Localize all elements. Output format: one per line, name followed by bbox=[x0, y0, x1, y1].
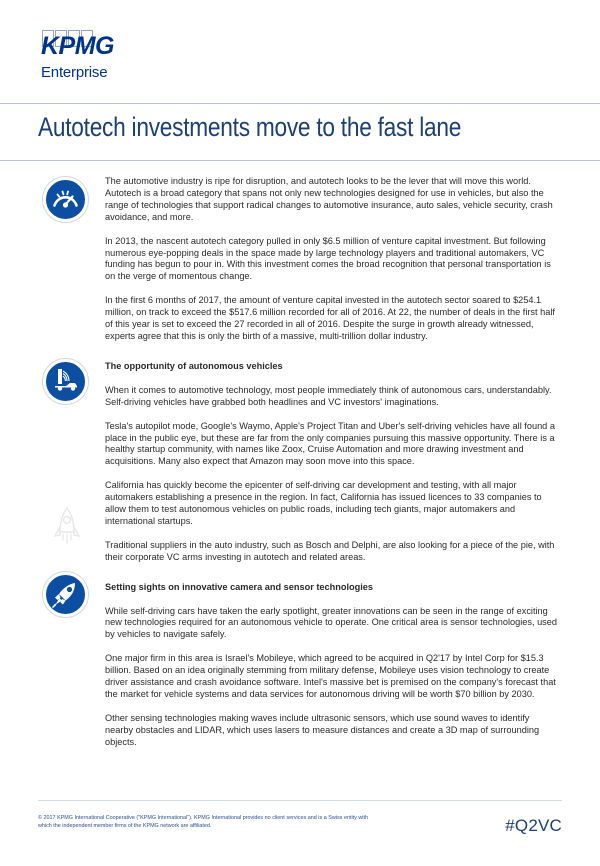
footer-legal-text: © 2017 KPMG International Cooperative ("KPMG International"). KPMG International provides no client services and is a Swiss entity with which the independent member firms of the KPMG network are affiliated. bbox=[38, 815, 368, 830]
paragraph: California has quickly become the epicenter of self-driving car development and testing, with all major automakers establishing a presence in the region. In fact, California has issued licences to 33 companies to allow them to test autonomous vehicles on public roads, including tech giants, major automakers and international startups. bbox=[105, 480, 542, 526]
page-title: Autotech investments move to the fast lane bbox=[38, 112, 462, 142]
rocket-icon bbox=[44, 573, 87, 616]
article-body bbox=[105, 176, 557, 761]
paragraph: Tesla's autopilot mode, Google's Waymo, Apple's Project Titan and Uber's self-driving vehicles have all found a place in the public eye, but these are far from the only companies pursuing this massive opportunity. There is a healthy startup community, with names like Zoox, Cruise Automation and more drawing investment and acquisitions. Many also expect that Amazon may soon move into this space. bbox=[105, 420, 555, 467]
section-heading-camera-sensor: Setting sights on innovative camera and sensor technologies bbox=[105, 581, 374, 592]
paragraph: In the first 6 months of 2017, the amount of venture capital invested in the autotech sector soared to $254.1 million, on track to exceed the $517.6 million recorded for all of 2016. At 22, the number of deals in the first half of this year is set to exceed the 27 recorded in all of 2016. Despite the surge in growth already witnessed, experts agree that this is only the birth of a massive, multi-trillion dollar industry. bbox=[105, 295, 555, 341]
paragraph: When it comes to automotive technology, most people immediately think of autonomous cars, understandably. Self-driving vehicles have grabbed both headlines and VC investors' imaginations. bbox=[105, 384, 552, 407]
paragraph: The automotive industry is ripe for disruption, and autotech looks to be the lever that will move this world. Autotech is a broad category that spans not only new technologies designed for use in vehicles, but also the range of technologies that support radical changes to automotive insurance, auto sales, vehicle security, crash avoidance, and more. bbox=[105, 176, 553, 222]
header-divider bbox=[0, 103, 600, 104]
kpmg-enterprise-logo bbox=[40, 30, 150, 81]
paragraph: In 2013, the nascent autotech category pulled in only $6.5 million of venture capital investment. But following numerous eye-popping deals in the space made by large technology players and traditional automakers, VC funding has begun to pour in. With this investment comes the broad recognition that personal transportation is on the verge of momentous change. bbox=[105, 235, 551, 282]
paragraph: Other sensing technologies making waves include ultrasonic sensors, which use sound waves to identify nearby obstacles and LIDAR, which uses lasers to measure distances and create a 3D map of surrounding objects. bbox=[105, 712, 540, 747]
paragraph: While self-driving cars have taken the early spotlight, greater innovations can be seen in the range of exciting new technologies required for an autonomous vehicle to operate. One critical area is sensor technologies, used by vehicles to navigate safely. bbox=[105, 605, 557, 640]
speedometer-icon bbox=[44, 178, 87, 221]
paragraph: Traditional suppliers in the auto industry, such as Bosch and Delphi, are also looking for a piece of the pie, with their corporate VC arms investing in autotech and related areas. bbox=[105, 539, 555, 562]
autonomous-car-sensor-icon bbox=[44, 360, 87, 403]
logo-wordmark: KPMG bbox=[41, 32, 114, 60]
footer-divider bbox=[38, 800, 562, 801]
rocket-outline-watermark-icon bbox=[52, 505, 82, 562]
title-divider bbox=[0, 160, 600, 161]
logo-subbrand: Enterprise bbox=[41, 64, 108, 81]
section-heading-autonomous-vehicles: The opportunity of autonomous vehicles bbox=[105, 360, 283, 371]
paragraph: One major firm in this area is Israel's Mobileye, which agreed to be acquired in Q2'17 by Intel Corp for $15.3 billion. Based on an idea originally stemming from military defense, Mobileye uses vision technology to create driver assistance and crash avoidance software. Intel's massive bet is premised on the company's forecast that the market for vehicle systems and data services for autonomous driving will be worth $70 billion by 2030. bbox=[105, 653, 556, 699]
footer-hashtag: #Q2VC bbox=[505, 816, 562, 835]
